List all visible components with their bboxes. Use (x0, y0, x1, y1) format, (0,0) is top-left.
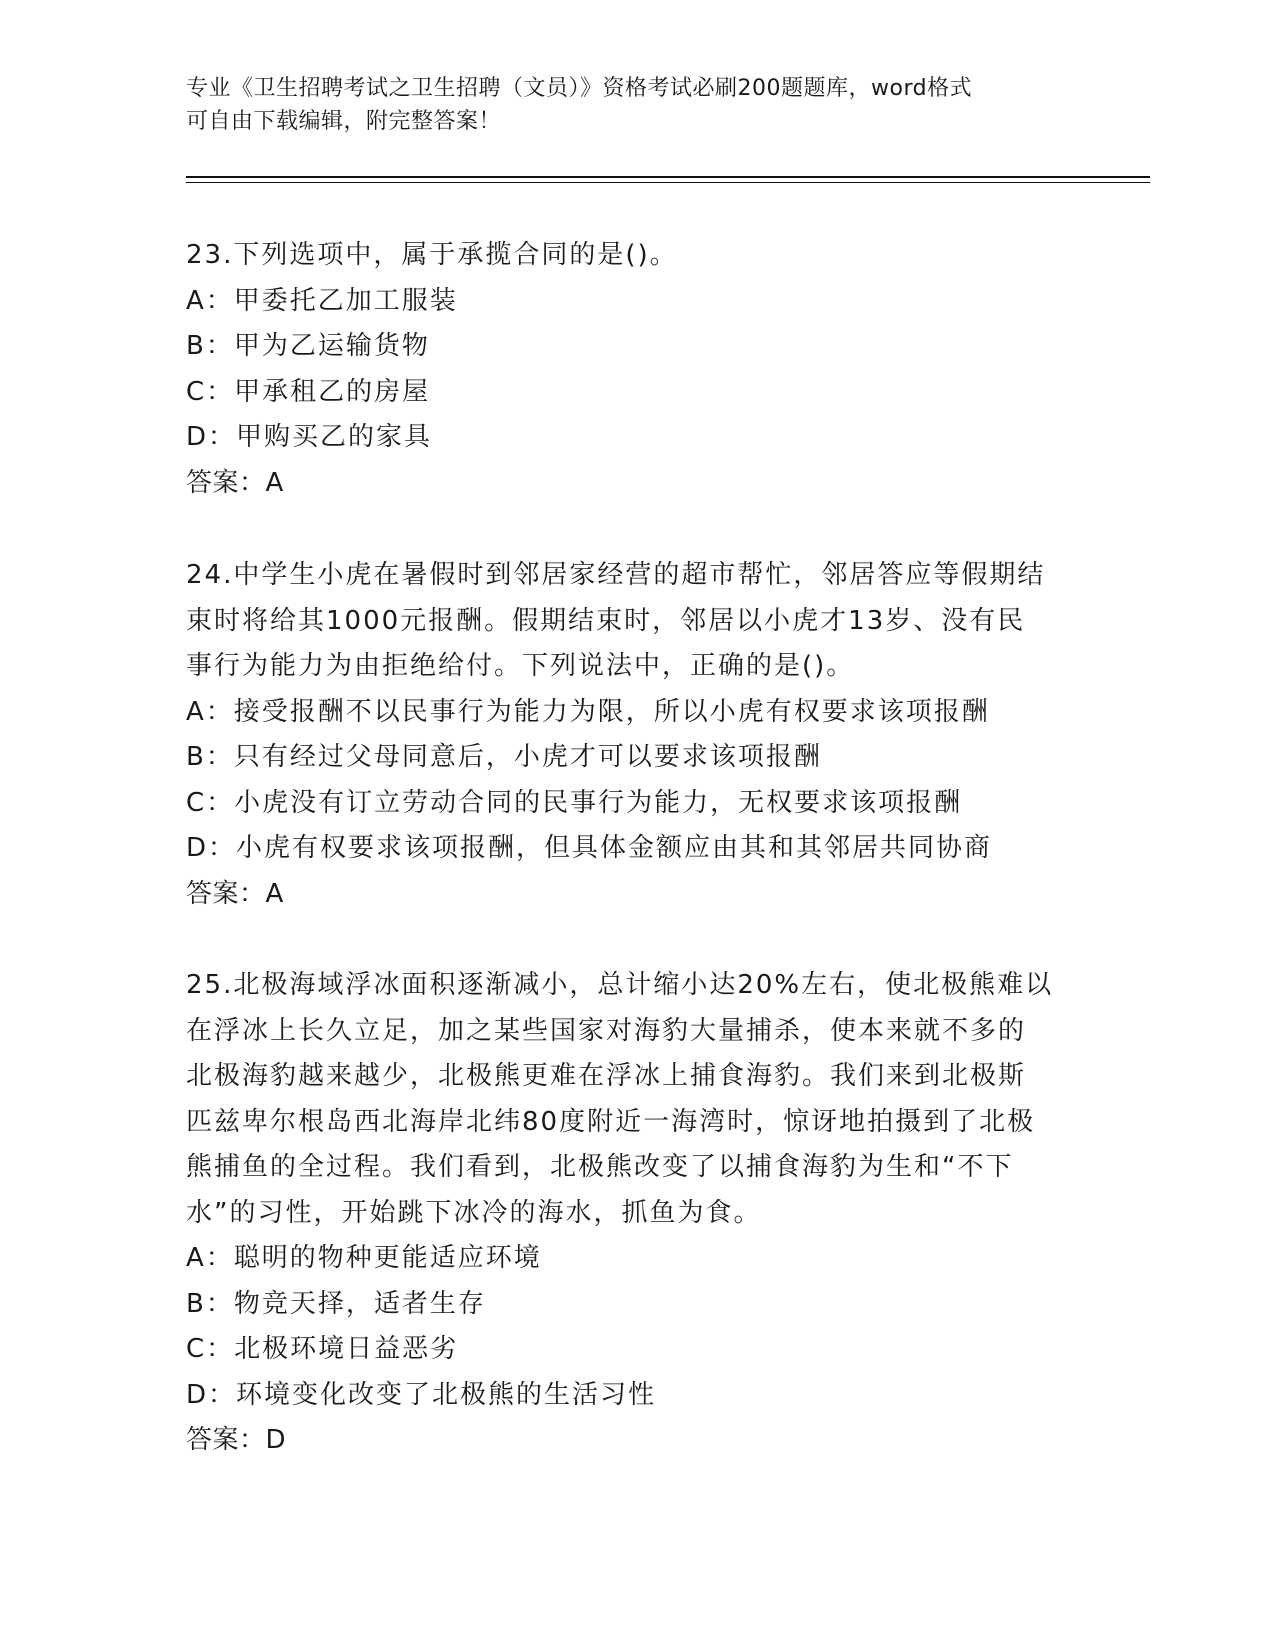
question-stem: 在浮冰上长久立足，加之某些国家对海豹大量捕杀，使本来就不多的 (186, 1015, 1027, 1046)
question-stem: 匹兹卑尔根岛西北海岸北纬80度附近一海湾时，惊讶地拍摄到了北极 (186, 1106, 1036, 1137)
question-stem: 23.下列选项中，属于承揽合同的是()。 (186, 240, 678, 270)
question-stem: 北极海豹越来越少，北极熊更难在浮冰上捕食海豹。我们来到北极斯 (186, 1061, 1027, 1091)
option-c: C：甲承租乙的房屋 (186, 376, 431, 407)
option-b: B：物竞天择，适者生存 (186, 1288, 486, 1319)
question-25 (186, 963, 1086, 1464)
question-stem: 熊捕鱼的全过程。我们看到，北极熊改变了以捕食海豹为生和“不下 (186, 1152, 1014, 1182)
question-24 (186, 553, 1086, 917)
answer-label: 答案：A (186, 878, 284, 909)
question-stem: 25.北极海域浮冰面积逐渐减小，总计缩小达20%左右，使北极熊难以 (186, 970, 1054, 1000)
option-a: A：接受报酬不以民事行为能力为限，所以小虎有权要求该项报酬 (186, 696, 990, 727)
option-c: C：小虎没有订立劳动合同的民事行为能力，无权要求该项报酬 (186, 787, 963, 818)
option-d: D：甲购买乙的家具 (186, 422, 433, 452)
question-stem: 束时将给其1000元报酬。假期结束时，邻居以小虎才13岁、没有民 (186, 605, 1026, 636)
document-header (186, 72, 1086, 138)
option-b: B：甲为乙运输货物 (186, 331, 430, 361)
question-stem: 水”的习性，开始跳下冰冷的海水，抓鱼为食。 (186, 1197, 762, 1228)
header-line: 可自由下载编辑，附完整答案！ (186, 109, 502, 134)
option-b: B：只有经过父母同意后，小虎才可以要求该项报酬 (186, 742, 822, 772)
question-stem: 24.中学生小虎在暑假时到邻居家经营的超市帮忙，邻居答应等假期结 (186, 560, 1046, 590)
header-line: 专业《卫生招聘考试之卫生招聘（文员）》资格考试必刷200题题库，word格式 (186, 76, 973, 101)
option-a: A：聪明的物种更能适应环境 (186, 1243, 542, 1273)
header-divider (186, 176, 1150, 178)
question-stem: 事行为能力为由拒绝给付。下列说法中，正确的是()。 (186, 651, 855, 681)
option-d: D：环境变化改变了北极熊的生活习性 (186, 1379, 657, 1410)
header-divider (186, 182, 1150, 183)
answer-label: 答案：A (186, 467, 284, 498)
option-d: D：小虎有权要求该项报酬，但具体金额应由其和其邻居共同协商 (186, 833, 993, 863)
answer-label: 答案：D (186, 1425, 287, 1455)
option-c: C：北极环境日益恶劣 (186, 1334, 459, 1364)
question-23 (186, 233, 1086, 506)
option-a: A：甲委托乙加工服装 (186, 285, 458, 316)
